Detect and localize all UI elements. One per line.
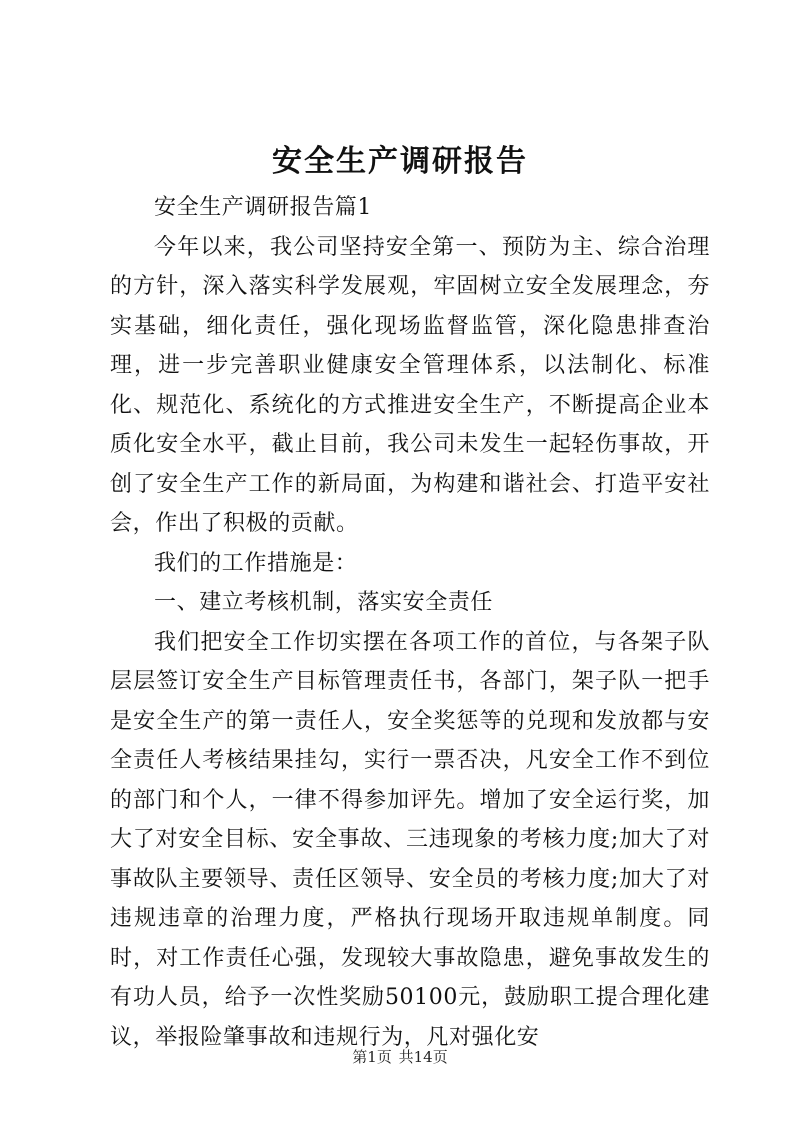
section-heading: 安全生产调研报告篇1 — [154, 195, 372, 220]
paragraph-intro: 今年以来，我公司坚持安全第一、预防为主、综合治理的方针，深入落实科学发展观，牢固树立安全发展理念，夯实基础，细化责任，强化现场监督监管，深化隐患排查治理，进一步完善职业健康安全管理体系，以法制化、标准化、规范化、系统化的方式推进安全生产，不断提高企业本质化安全水平，截止目前，我公司未发生一起轻伤事故，开创了安全生产工作的新局面，为构建和谐社会、打造平安社会，作出了积极的贡献。 — [110, 234, 710, 536]
document-title: 安全生产调研报告 — [272, 144, 528, 179]
page-number: 第1页 — [352, 1048, 392, 1066]
paragraph-responsibility: 我们把安全工作切实摆在各项工作的首位，与各架子队层层签订安全生产目标管理责任书，各部门，架子队一把手是安全生产的第一责任人，安全奖惩等的兑现和发放都与安全责任人考核结果挂勾，实行一票否决，凡安全工作不到位的部门和个人，一律不得参加评先。增加了安全运行奖，加大了对安全目标、安全事故、三违现象的考核力度;加大了对事故队主要领导、责任区领导、安全员的考核力度;加大了对违规违章的治理力度，严格执行现场开取违规单制度。同时，对工作责任心强，发现较大事故隐患，避免事故发生的有功人员，给予一次性奖励50100元，鼓励职工提合理化建议，举报险肇事故和违规行为，凡对强化安 — [110, 629, 710, 1050]
page-footer — [0, 1047, 800, 1067]
paragraph-measures-lead: 我们的工作措施是： — [154, 550, 358, 576]
page-total: 共14页 — [398, 1048, 448, 1066]
subheading-1: 一、建立考核机制，落实安全责任 — [154, 590, 494, 615]
document-body — [110, 188, 710, 1057]
